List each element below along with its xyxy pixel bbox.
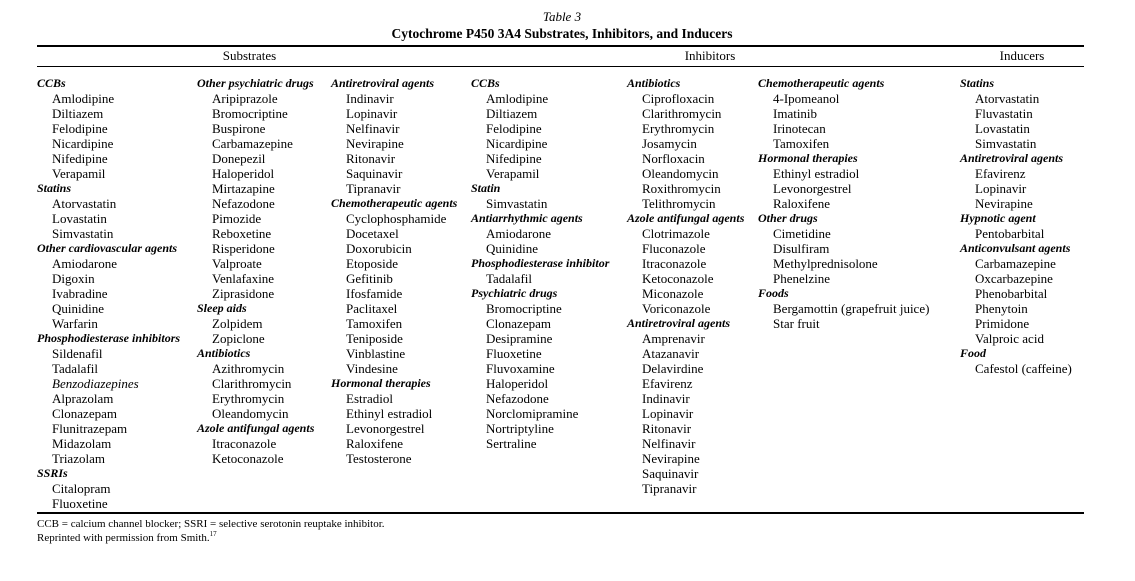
drug-entry: Erythromycin <box>212 391 285 406</box>
header-inducers: Inducers <box>999 48 1045 63</box>
drug-entry: Ifosfamide <box>346 286 403 301</box>
category-heading: Foods <box>758 286 789 300</box>
category-heading: CCBs <box>37 76 66 90</box>
drug-entry: Quinidine <box>486 241 538 256</box>
category-heading: Food <box>960 346 987 360</box>
header-substrates: Substrates <box>222 48 277 63</box>
drug-entry: Clonazepam <box>52 406 117 421</box>
substrates-column-3 <box>331 76 457 466</box>
drug-entry: Tamoxifen <box>773 136 830 151</box>
drug-entry: Teniposide <box>346 331 403 346</box>
category-heading: Other psychiatric drugs <box>197 76 314 90</box>
drug-entry: Etoposide <box>346 256 398 271</box>
drug-entry: Phenytoin <box>975 301 1028 316</box>
drug-entry: Tadalafil <box>52 361 99 376</box>
category-heading: Azole antifungal agents <box>627 211 745 225</box>
drug-entry: Clonazepam <box>486 316 551 331</box>
drug-entry: Simvastatin <box>52 226 114 241</box>
drug-entry: Raloxifene <box>346 436 404 451</box>
drug-entry: Nevirapine <box>642 451 700 466</box>
inhibitors-column-3 <box>758 76 929 331</box>
drug-entry: Lopinavir <box>642 406 694 421</box>
drug-entry: Aripiprazole <box>212 91 278 106</box>
substrates-column-1 <box>37 76 180 511</box>
drug-entry: Felodipine <box>52 121 108 136</box>
drug-entry: Methylprednisolone <box>773 256 878 271</box>
drug-entry: Nevirapine <box>346 136 404 151</box>
category-heading: Antiretroviral agents <box>960 151 1064 165</box>
drug-entry: Pimozide <box>212 211 262 226</box>
drug-entry: Raloxifene <box>773 196 831 211</box>
drug-entry: Citalopram <box>52 481 111 496</box>
drug-entry: Mirtazapine <box>212 181 275 196</box>
drug-entry: Flunitrazepam <box>52 421 128 436</box>
drug-entry: Saquinavir <box>346 166 403 181</box>
drug-entry: Delavirdine <box>642 361 704 376</box>
drug-entry: Alprazolam <box>52 391 114 406</box>
drug-entry: Cyclophosphamide <box>346 211 447 226</box>
drug-entry: Diltiazem <box>52 106 104 121</box>
drug-entry: Ritonavir <box>642 421 692 436</box>
drug-entry: Ethinyl estradiol <box>346 406 433 421</box>
drug-entry: Lovastatin <box>975 121 1030 136</box>
drug-entry: Reboxetine <box>212 226 272 241</box>
category-heading: Phosphodiesterase inhibitor <box>471 256 610 270</box>
drug-entry: Estradiol <box>346 391 393 406</box>
category-heading: Phosphodiesterase inhibitors <box>37 331 181 345</box>
footnote-source-text: Reprinted with permission from Smith. <box>37 532 210 544</box>
inducers-column <box>960 76 1072 376</box>
inhibitors-column-1 <box>471 76 609 451</box>
drug-entry: Bromocriptine <box>212 106 288 121</box>
drug-entry: Itraconazole <box>642 256 707 271</box>
drug-entry: Ritonavir <box>346 151 396 166</box>
drug-entry: Bergamottin (grapefruit juice) <box>773 301 930 316</box>
category-heading: Hormonal therapies <box>331 376 431 390</box>
drug-entry: Clarithromycin <box>642 106 722 121</box>
category-heading: Antiretroviral agents <box>331 76 435 90</box>
drug-entry: Simvastatin <box>486 196 548 211</box>
drug-entry: Ketoconazole <box>212 451 284 466</box>
top-rule <box>37 45 1084 47</box>
table-title: Cytochrome P450 3A4 Substrates, Inhibitors, and Inducers <box>391 26 733 41</box>
drug-entry: Atazanavir <box>642 346 700 361</box>
category-heading: Psychiatric drugs <box>471 286 558 300</box>
drug-entry: Amlodipine <box>486 91 549 106</box>
drug-entry: Azithromycin <box>212 361 285 376</box>
header-rule <box>37 66 1084 67</box>
drug-entry: Digoxin <box>52 271 95 286</box>
category-heading: Antiarrhythmic agents <box>471 211 583 225</box>
drug-entry: Fluvoxamine <box>486 361 555 376</box>
drug-entry: Fluvastatin <box>975 106 1033 121</box>
drug-entry: Roxithromycin <box>642 181 721 196</box>
drug-entry: Vinblastine <box>346 346 406 361</box>
drug-entry: Tipranavir <box>642 481 697 496</box>
drug-entry: Venlafaxine <box>212 271 275 286</box>
drug-entry: Fluconazole <box>642 241 706 256</box>
footnote-abbreviations: CCB = calcium channel blocker; SSRI = selective serotonin reuptake inhibitor. <box>37 518 385 530</box>
drug-entry: Nefazodone <box>486 391 549 406</box>
drug-entry: Gefitinib <box>346 271 393 286</box>
inhibitors-column-2 <box>627 76 744 496</box>
drug-entry: Atorvastatin <box>52 196 117 211</box>
drug-entry: Ivabradine <box>52 286 108 301</box>
category-heading: Chemotherapeutic agents <box>331 196 458 210</box>
category-heading: Statins <box>37 181 72 195</box>
drug-entry: Buspirone <box>212 121 266 136</box>
drug-entry: Indinavir <box>642 391 690 406</box>
drug-entry: Nicardipine <box>486 136 548 151</box>
drug-entry: Star fruit <box>773 316 820 331</box>
category-heading: Sleep aids <box>197 301 247 315</box>
category-heading: Antibiotics <box>627 76 681 90</box>
drug-entry: Ciprofloxacin <box>642 91 715 106</box>
drug-entry: Paclitaxel <box>346 301 398 316</box>
category-heading: Chemotherapeutic agents <box>758 76 885 90</box>
drug-entry: Irinotecan <box>773 121 826 136</box>
drug-entry: Atorvastatin <box>975 91 1040 106</box>
drug-entry: Josamycin <box>642 136 697 151</box>
drug-entry: Lovastatin <box>52 211 107 226</box>
category-heading: Antiretroviral agents <box>627 316 731 330</box>
drug-entry: Oleandomycin <box>642 166 719 181</box>
drug-entry: Doxorubicin <box>346 241 412 256</box>
drug-entry: Midazolam <box>52 436 112 451</box>
drug-entry: Vindesine <box>346 361 398 376</box>
category-heading: Anticonvulsant agents <box>960 241 1071 255</box>
drug-entry: Diltiazem <box>486 106 538 121</box>
drug-entry: Pentobarbital <box>975 226 1045 241</box>
footnote-source <box>37 531 217 545</box>
substrates-column-2 <box>197 76 314 466</box>
drug-entry: Lopinavir <box>346 106 398 121</box>
drug-entry: Oleandomycin <box>212 406 289 421</box>
drug-entry: 4-Ipomeanol <box>773 91 840 106</box>
drug-entry: Levonorgestrel <box>773 181 852 196</box>
drug-entry: Indinavir <box>346 91 394 106</box>
category-heading: Other drugs <box>758 211 818 225</box>
drug-entry: Erythromycin <box>642 121 715 136</box>
drug-entry: Fluoxetine <box>52 496 108 511</box>
category-heading: Statin <box>471 181 501 195</box>
drug-entry: Nortriptyline <box>486 421 554 436</box>
drug-entry: Saquinavir <box>642 466 699 481</box>
category-heading: Other cardiovascular agents <box>37 241 178 255</box>
drug-entry: Valproic acid <box>975 331 1044 346</box>
drug-entry: Phenobarbital <box>975 286 1048 301</box>
drug-entry: Norfloxacin <box>642 151 705 166</box>
drug-entry: Carbamazepine <box>975 256 1056 271</box>
drug-entry: Haloperidol <box>486 376 549 391</box>
drug-entry: Fluoxetine <box>486 346 542 361</box>
drug-entry: Amlodipine <box>52 91 115 106</box>
drug-entry: Cimetidine <box>773 226 831 241</box>
drug-entry: Quinidine <box>52 301 104 316</box>
drug-entry: Desipramine <box>486 331 553 346</box>
drug-entry: Sildenafil <box>52 346 103 361</box>
drug-entry: Tamoxifen <box>346 316 403 331</box>
category-heading: CCBs <box>471 76 500 90</box>
drug-entry: Ketoconazole <box>642 271 714 286</box>
drug-entry: Felodipine <box>486 121 542 136</box>
drug-entry: Risperidone <box>212 241 275 256</box>
bottom-rule <box>37 512 1084 514</box>
drug-entry: Donepezil <box>212 151 266 166</box>
drug-entry: Nevirapine <box>975 196 1033 211</box>
drug-entry: Haloperidol <box>212 166 275 181</box>
drug-entry: Phenelzine <box>773 271 831 286</box>
category-heading: Statins <box>960 76 995 90</box>
category-heading: Antibiotics <box>197 346 251 360</box>
drug-entry: Clotrimazole <box>642 226 710 241</box>
drug-entry: Amiodarone <box>486 226 551 241</box>
drug-entry: Docetaxel <box>346 226 399 241</box>
drug-entry: Verapamil <box>52 166 106 181</box>
drug-entry: Simvastatin <box>975 136 1037 151</box>
drug-entry: Lopinavir <box>975 181 1027 196</box>
drug-entry: Nicardipine <box>52 136 114 151</box>
footnote-reference: 17 <box>209 530 217 538</box>
drug-entry: Primidone <box>975 316 1030 331</box>
drug-entry: Telithromycin <box>642 196 716 211</box>
drug-entry: Zopiclone <box>212 331 265 346</box>
drug-entry: Ethinyl estradiol <box>773 166 860 181</box>
drug-entry: Benzodiazepines <box>52 376 139 391</box>
drug-entry: Valproate <box>212 256 262 271</box>
drug-entry: Miconazole <box>642 286 704 301</box>
drug-entry: Nelfinavir <box>642 436 696 451</box>
drug-entry: Zolpidem <box>212 316 263 331</box>
drug-entry: Amprenavir <box>642 331 705 346</box>
drug-entry: Nefazodone <box>212 196 275 211</box>
drug-entry: Oxcarbazepine <box>975 271 1053 286</box>
drug-entry: Carbamazepine <box>212 136 293 151</box>
drug-entry: Triazolam <box>52 451 105 466</box>
drug-entry: Levonorgestrel <box>346 421 425 436</box>
table-number: Table 3 <box>542 9 582 24</box>
drug-entry: Sertraline <box>486 436 537 451</box>
drug-entry: Cafestol (caffeine) <box>975 361 1072 376</box>
drug-entry: Verapamil <box>486 166 540 181</box>
drug-entry: Warfarin <box>52 316 98 331</box>
category-heading: Hypnotic agent <box>960 211 1036 225</box>
drug-entry: Clarithromycin <box>212 376 292 391</box>
drug-entry: Tipranavir <box>346 181 401 196</box>
category-heading: SSRIs <box>37 466 68 480</box>
drug-entry: Nifedipine <box>52 151 108 166</box>
category-heading: Azole antifungal agents <box>197 421 315 435</box>
header-inhibitors: Inhibitors <box>684 48 736 63</box>
category-heading: Hormonal therapies <box>758 151 858 165</box>
drug-entry: Norclomipramine <box>486 406 579 421</box>
drug-entry: Nelfinavir <box>346 121 400 136</box>
drug-entry: Tadalafil <box>486 271 533 286</box>
drug-entry: Itraconazole <box>212 436 277 451</box>
drug-entry: Nifedipine <box>486 151 542 166</box>
drug-entry: Testosterone <box>346 451 412 466</box>
drug-entry: Amiodarone <box>52 256 117 271</box>
drug-entry: Imatinib <box>773 106 818 121</box>
drug-entry: Disulfiram <box>773 241 830 256</box>
drug-entry: Efavirenz <box>975 166 1026 181</box>
drug-entry: Efavirenz <box>642 376 693 391</box>
drug-entry: Ziprasidone <box>212 286 275 301</box>
drug-entry: Bromocriptine <box>486 301 562 316</box>
drug-entry: Voriconazole <box>642 301 711 316</box>
